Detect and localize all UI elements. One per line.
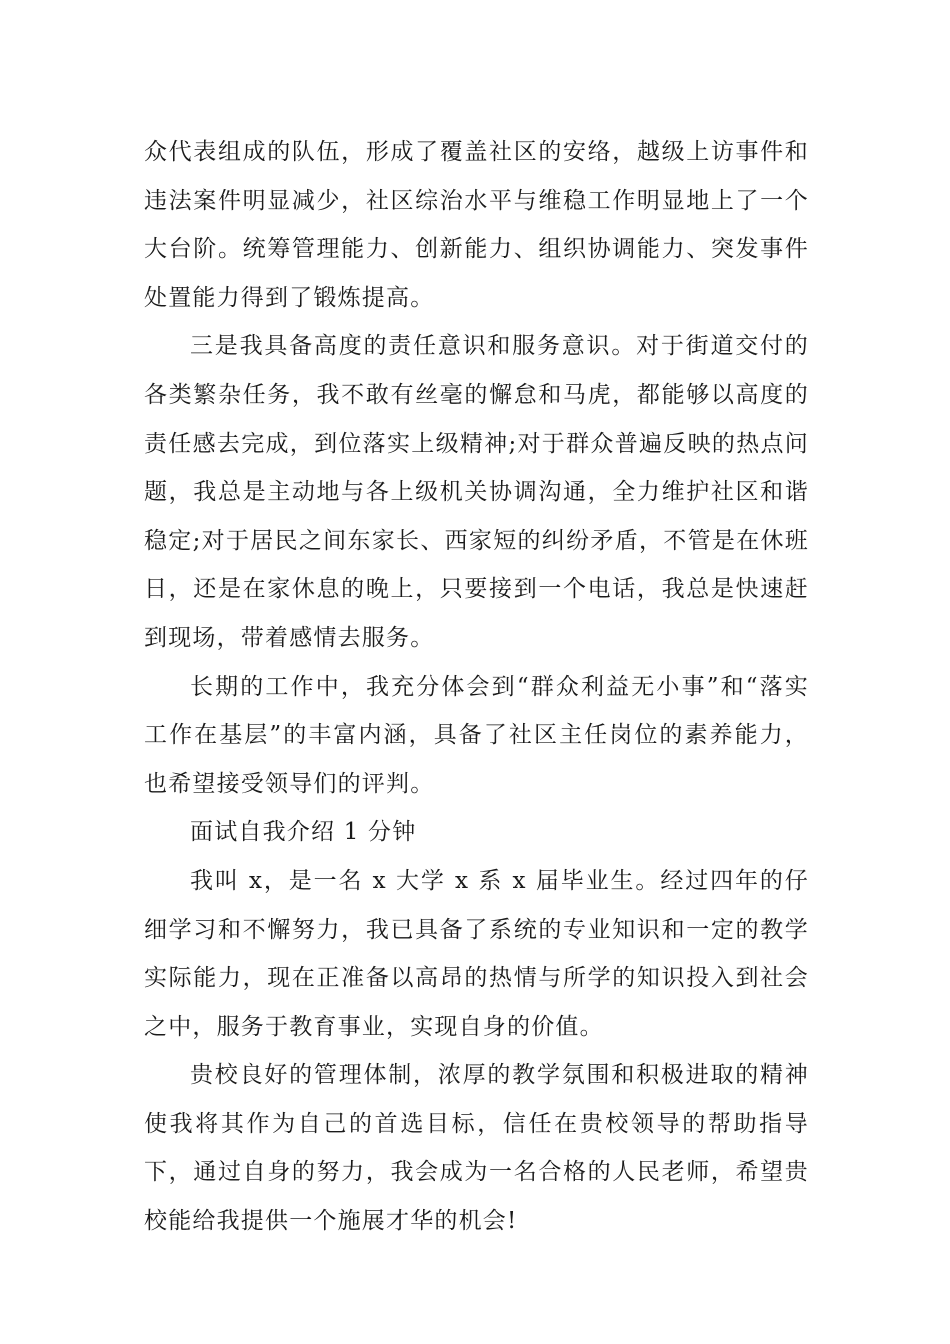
paragraph-self-intro: 我叫 x，是一名 x 大学 x 系 x 届毕业生。经过四年的仔细学习和不懈努力，我已具备了系统的专业知识和一定的教学实际能力，现在正准备以高昂的热情与所学的知识投入到社会之中，服务于教育事业，实现自身的价值。: [144, 867, 809, 1040]
paragraph-conclusion: 长期的工作中，我充分体会到“群众利益无小事”和“落实工作在基层”的丰富内涵，具备了社区主任岗位的素养能力，也希望接受领导们的评判。: [144, 673, 809, 797]
paragraph-school-goal: 贵校良好的管理体制，浓厚的教学氛围和积极进取的精神使我将其作为自己的首选目标，信任在贵校领导的帮助指导下，通过自身的努力，我会成为一名合格的人民老师，希望贵校能给我提供一个施展才华的机会!: [144, 1062, 809, 1235]
document-body: [144, 128, 809, 1246]
section-title: 面试自我介绍 1 分钟: [190, 819, 417, 846]
paragraph-responsibility: 三是我具备高度的责任意识和服务意识。对于街道交付的各类繁杂任务，我不敢有丝毫的懈怠和马虎，都能够以高度的责任感去完成，到位落实上级精神;对于群众普遍反映的热点问题，我总是主动地与各上级机关协调沟通，全力维护社区和谐稳定;对于居民之间东家长、西家短的纠纷矛盾，不管是在休班日，还是在家休息的晚上，只要接到一个电话，我总是快速赶到现场，带着感情去服务。: [144, 333, 809, 651]
paragraph-continuation: 众代表组成的队伍，形成了覆盖社区的安络，越级上访事件和违法案件明显减少，社区综治水平与维稳工作明显地上了一个大台阶。统筹管理能力、创新能力、组织协调能力、突发事件处置能力得到了锻炼提高。: [144, 139, 809, 311]
